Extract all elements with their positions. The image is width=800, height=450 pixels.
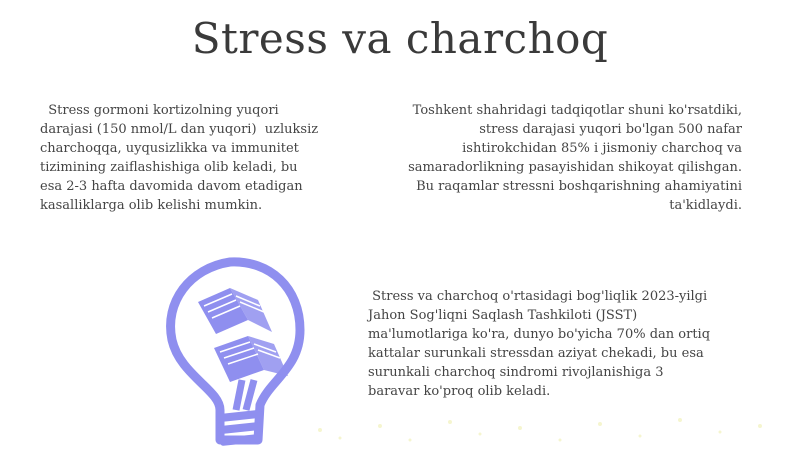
paragraph-who-data: Stress va charchoq o'rtasidagi bog'liqlik 2023-yilgi Jahon Sog'liqni Saqlash Tashkiloti (JSST) ma'lumotlariga ko'ra, dunyo bo'yicha 70% dan ortiq kattalar surunkali stressdan aziyat chekadi, bu esa surunkali charchoq sindromi rivojlanishiga 3 baravar ko'proq olib keladi.	[368, 289, 711, 399]
decorative-dots	[0, 400, 800, 449]
slide-title: Stress va charchoq	[191, 14, 609, 63]
paragraph-cortisol: Stress gormoni kortizolning yuqori darajasi (150 nmol/L dan yuqori) uzluksiz charchoqqa, uyqusizlikka va immunitet tizimining zaiflashishiga olib keladi, bu esa 2-3 hafta davomida davom etadigan kasalliklarga olib kelishi mumkin.	[40, 103, 319, 213]
paragraph-tashkent-study: Toshkent shahridagi tadqiqotlar shuni ko'rsatdiki, stress darajasi yuqori bo'lgan 500 nafar ishtirokchidan 85% i jismoniy charchoq va samaradorlikning pasayishidan shikoyat qilishgan. Bu raqamlar stressni boshqarishning ahamiyatini ta'kidlaydi.	[408, 103, 742, 213]
